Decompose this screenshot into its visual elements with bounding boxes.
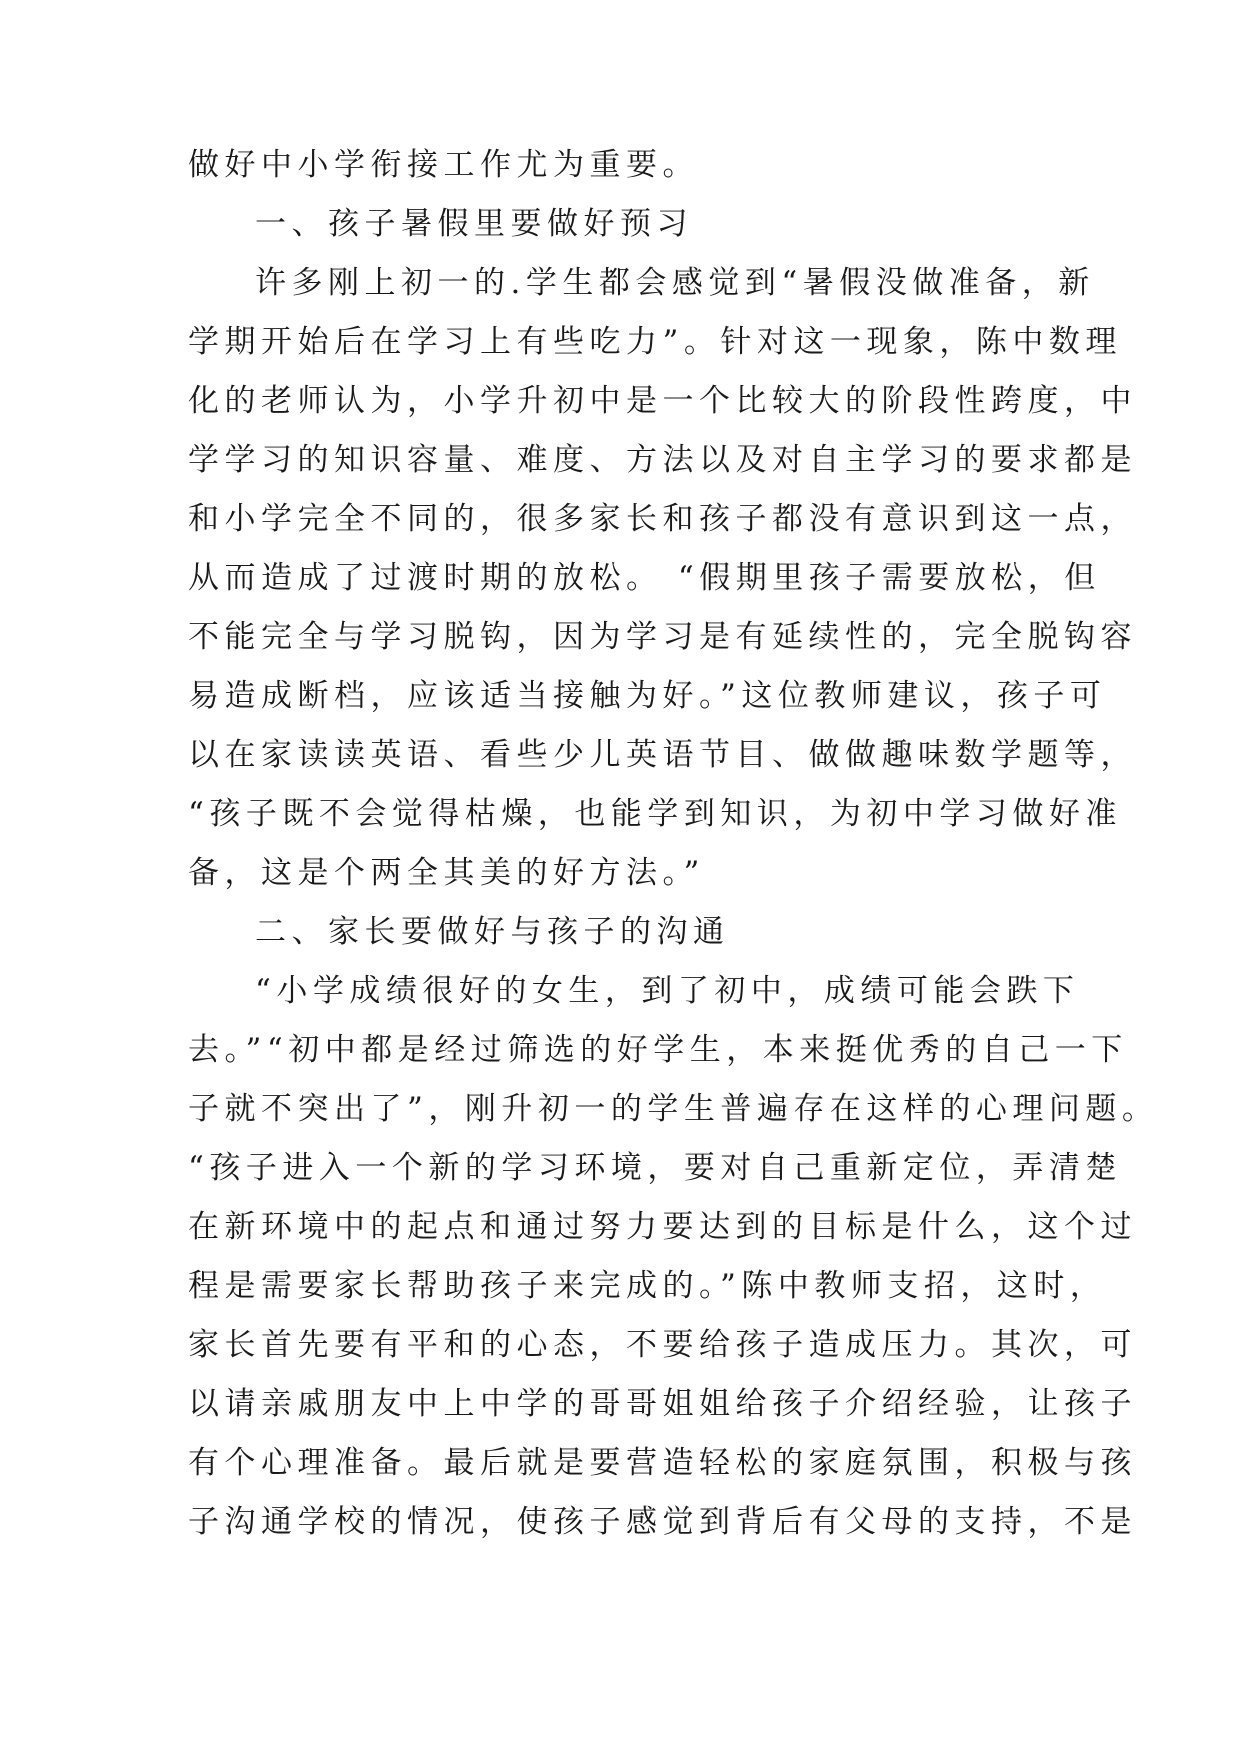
text-line: “孩子进入一个新的学习环境，要对自己重新定位，弄清楚 xyxy=(188,1150,1122,1186)
text-line: 备，这是个两全其美的好方法。” xyxy=(188,855,705,891)
text-line: 从而造成了过渡时期的放松。 “假期里孩子需要放松，但 xyxy=(188,560,1101,596)
text-line: 在新环境中的起点和通过努力要达到的目标是什么，这个过 xyxy=(188,1209,1137,1245)
text-line: 和小学完全不同的，很多家长和孩子都没有意识到这一点， xyxy=(188,501,1137,537)
text-line: 家长首先要有平和的心态，不要给孩子造成压力。其次，可 xyxy=(188,1327,1137,1363)
text-line: “小学成绩很好的女生，到了初中，成绩可能会跌下 xyxy=(255,973,1080,1009)
text-line: 去。”“初中都是经过筛选的好学生，本来挺优秀的自己一下 xyxy=(188,1032,1128,1068)
text-line: 化的老师认为，小学升初中是一个比较大的阶段性跨度，中 xyxy=(188,383,1137,419)
text-line: 学期开始后在学习上有些吃力”。针对这一现象，陈中数理 xyxy=(188,324,1122,360)
text-line: 许多刚上初一的.学生都会感觉到“暑假没做准备，新 xyxy=(255,265,1095,301)
text-line: 有个心理准备。最后就是要营造轻松的家庭氛围，积极与孩 xyxy=(188,1445,1137,1481)
text-line: 子就不突出了”，刚升初一的学生普遍存在这样的心理问题。 xyxy=(188,1091,1159,1127)
text-line: 程是需要家长帮助孩子来完成的。”陈中教师支招，这时， xyxy=(188,1268,1107,1304)
text-line: 以请亲戚朋友中上中学的哥哥姐姐给孩子介绍经验，让孩子 xyxy=(188,1386,1137,1422)
section-heading: 一、孩子暑假里要做好预习 xyxy=(255,206,693,242)
text-line: 学学习的知识容量、难度、方法以及对自主学习的要求都是 xyxy=(188,442,1137,478)
text-line: 以在家读读英语、看些少儿英语节目、做做趣味数学题等， xyxy=(188,737,1137,773)
text-line: 子沟通学校的情况，使孩子感觉到背后有父母的支持，不是 xyxy=(188,1504,1137,1540)
text-line: 做好中小学衔接工作尤为重要。 xyxy=(188,147,699,183)
text-line: “孩子既不会觉得枯燥，也能学到知识，为初中学习做好准 xyxy=(188,796,1122,832)
text-line: 易造成断档，应该适当接触为好。”这位教师建议，孩子可 xyxy=(188,678,1107,714)
section-heading: 二、家长要做好与孩子的沟通 xyxy=(255,914,730,950)
text-line: 不能完全与学习脱钩，因为学习是有延续性的，完全脱钩容 xyxy=(188,619,1137,655)
